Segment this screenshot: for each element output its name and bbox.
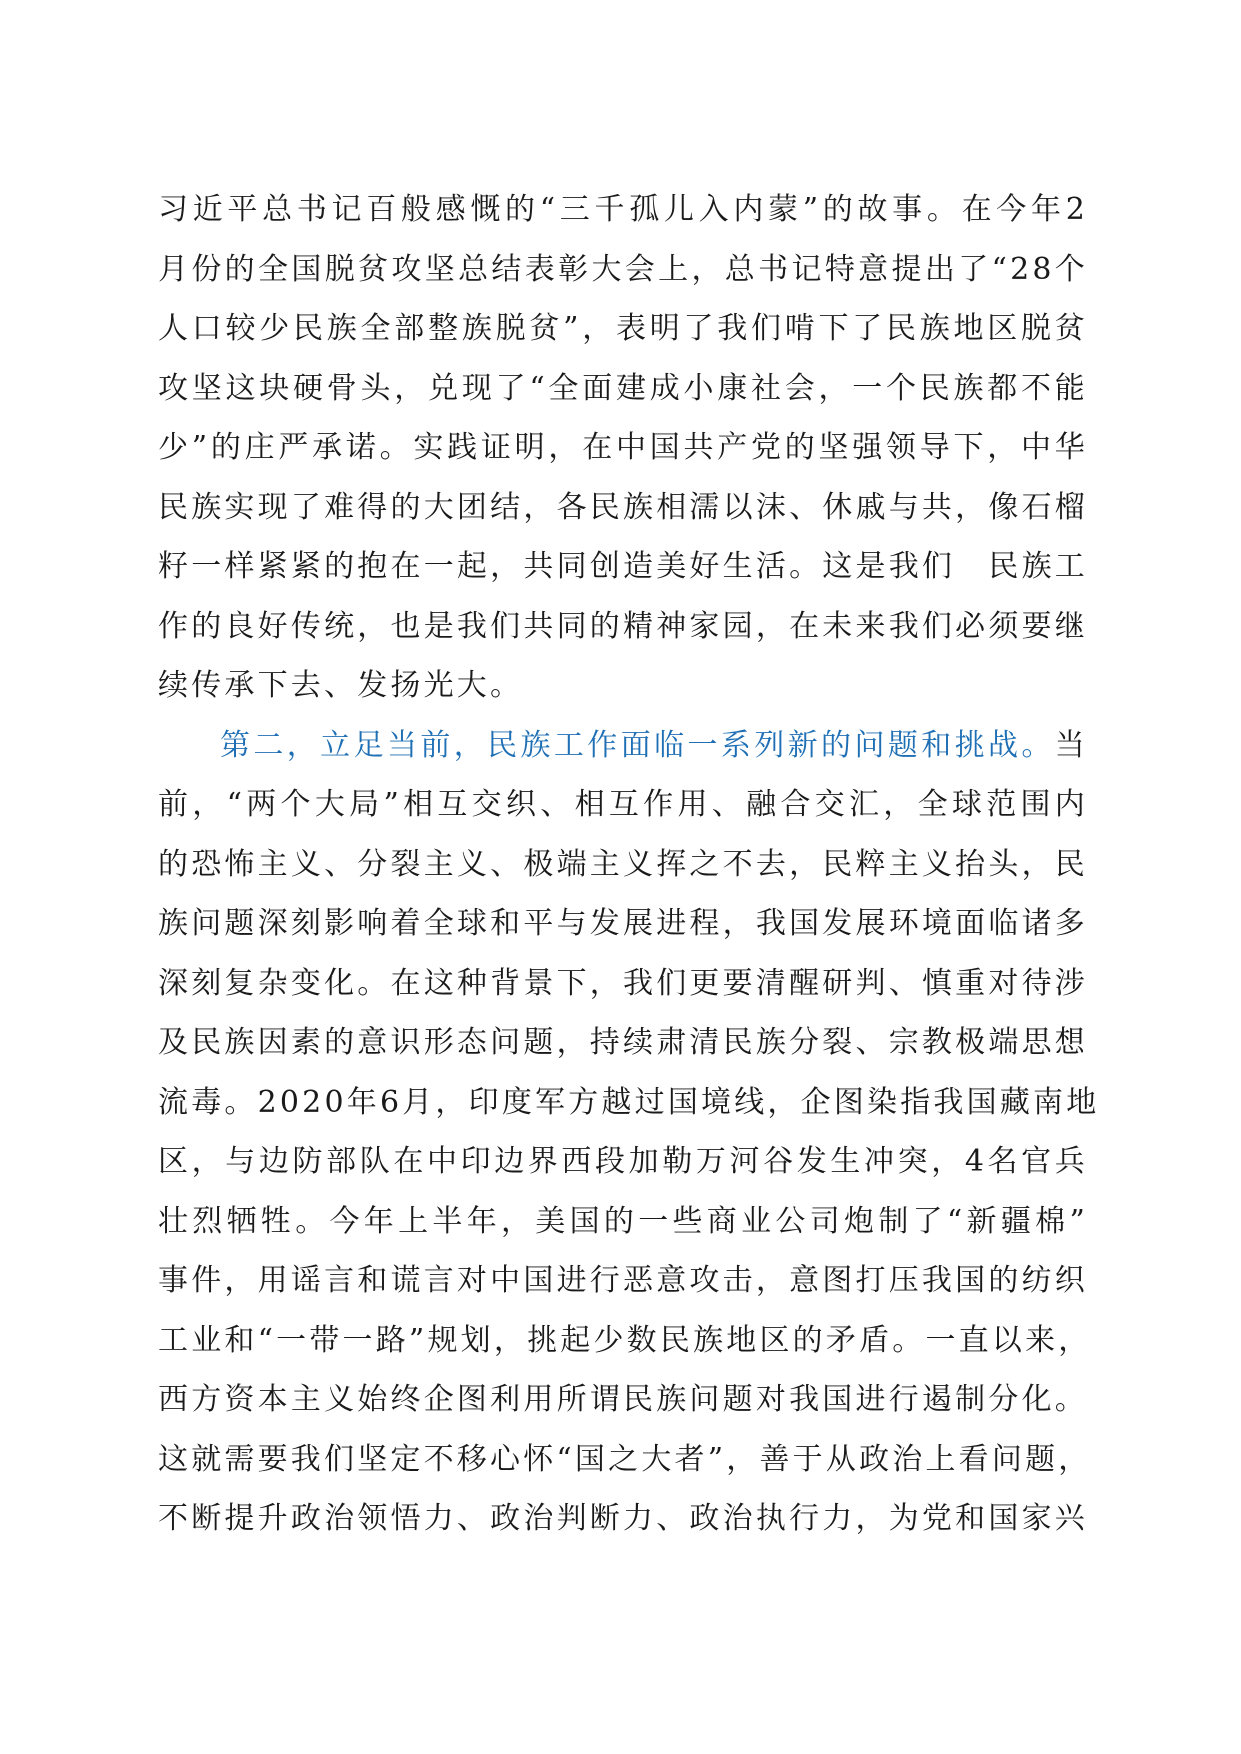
- text-line: 及民族因素的意识形态问题，持续肃清民族分裂、宗教极端思想: [158, 1025, 1088, 1060]
- text-line: 工业和“一带一路”规划，挑起少数民族地区的矛盾。一直以来，: [158, 1322, 1092, 1358]
- text-line: 壮烈牺牲。今年上半年，美国的一些商业公司炮制了“新疆棉”: [158, 1203, 1088, 1239]
- text-line: 区，与边防部队在中印边界西段加勒万河谷发生冲突，4名官兵: [158, 1144, 1088, 1179]
- text-line: 月份的全国脱贫攻坚总结表彰大会上，总书记特意提出了“28个: [158, 251, 1088, 287]
- text-line: 事件，用谣言和谎言对中国进行恶意攻击，意图打压我国的纺织: [158, 1263, 1088, 1298]
- text-line: 不断提升政治领悟力、政治判断力、政治执行力，为党和国家兴: [158, 1501, 1088, 1536]
- text-line: 习近平总书记百般感慨的“三千孤儿入内蒙”的故事。在今年2: [158, 192, 1088, 227]
- text-line: 作的良好传统，也是我们共同的精神家园，在未来我们必须要继: [158, 608, 1088, 644]
- text-line: 少”的庄严承诺。实践证明，在中国共产党的坚强领导下，中华: [158, 430, 1088, 465]
- document-body: [158, 180, 1100, 1549]
- text-line: 人口较少民族全部整族脱贫”，表明了我们啃下了民族地区脱贫: [158, 311, 1088, 346]
- text-line: 流毒。2020年6月，印度军方越过国境线，企图染指我国藏南地: [158, 1084, 1100, 1120]
- text-line: 前，“两个大局”相互交织、相互作用、融合交汇，全球范围内: [158, 787, 1088, 822]
- paragraph-1: [158, 180, 1088, 716]
- section-heading: 第二，立足当前，民族工作面临一系列新的问题和挑战。: [220, 727, 1055, 763]
- text-line: 西方资本主义始终企图利用所谓民族问题对我国进行遏制分化。: [158, 1382, 1088, 1417]
- text-line: 续传承下去、发扬光大。: [158, 668, 524, 703]
- text-fragment: 当: [1054, 727, 1088, 763]
- text-line: 籽一样紧紧的抱在一起，共同创造美好生活。这是我们 民族工: [158, 549, 1088, 584]
- text-line: 族问题深刻影响着全球和平与发展进程，我国发展环境面临诸多: [158, 906, 1088, 941]
- text-line: 民族实现了难得的大团结，各民族相濡以沫、休戚与共，像石榴: [158, 489, 1088, 525]
- text-line: 深刻复杂变化。在这种背景下，我们更要清醒研判、慎重对待涉: [158, 965, 1088, 1001]
- paragraph-2-first-line: [158, 716, 1088, 776]
- text-line: 的恐怖主义、分裂主义、极端主义挥之不去，民粹主义抬头，民: [158, 846, 1088, 882]
- text-line: 这就需要我们坚定不移心怀“国之大者”，善于从政治上看问题，: [158, 1441, 1092, 1477]
- paragraph-2: [158, 716, 1100, 1549]
- text-line: 攻坚这块硬骨头，兑现了“全面建成小康社会，一个民族都不能: [158, 370, 1088, 406]
